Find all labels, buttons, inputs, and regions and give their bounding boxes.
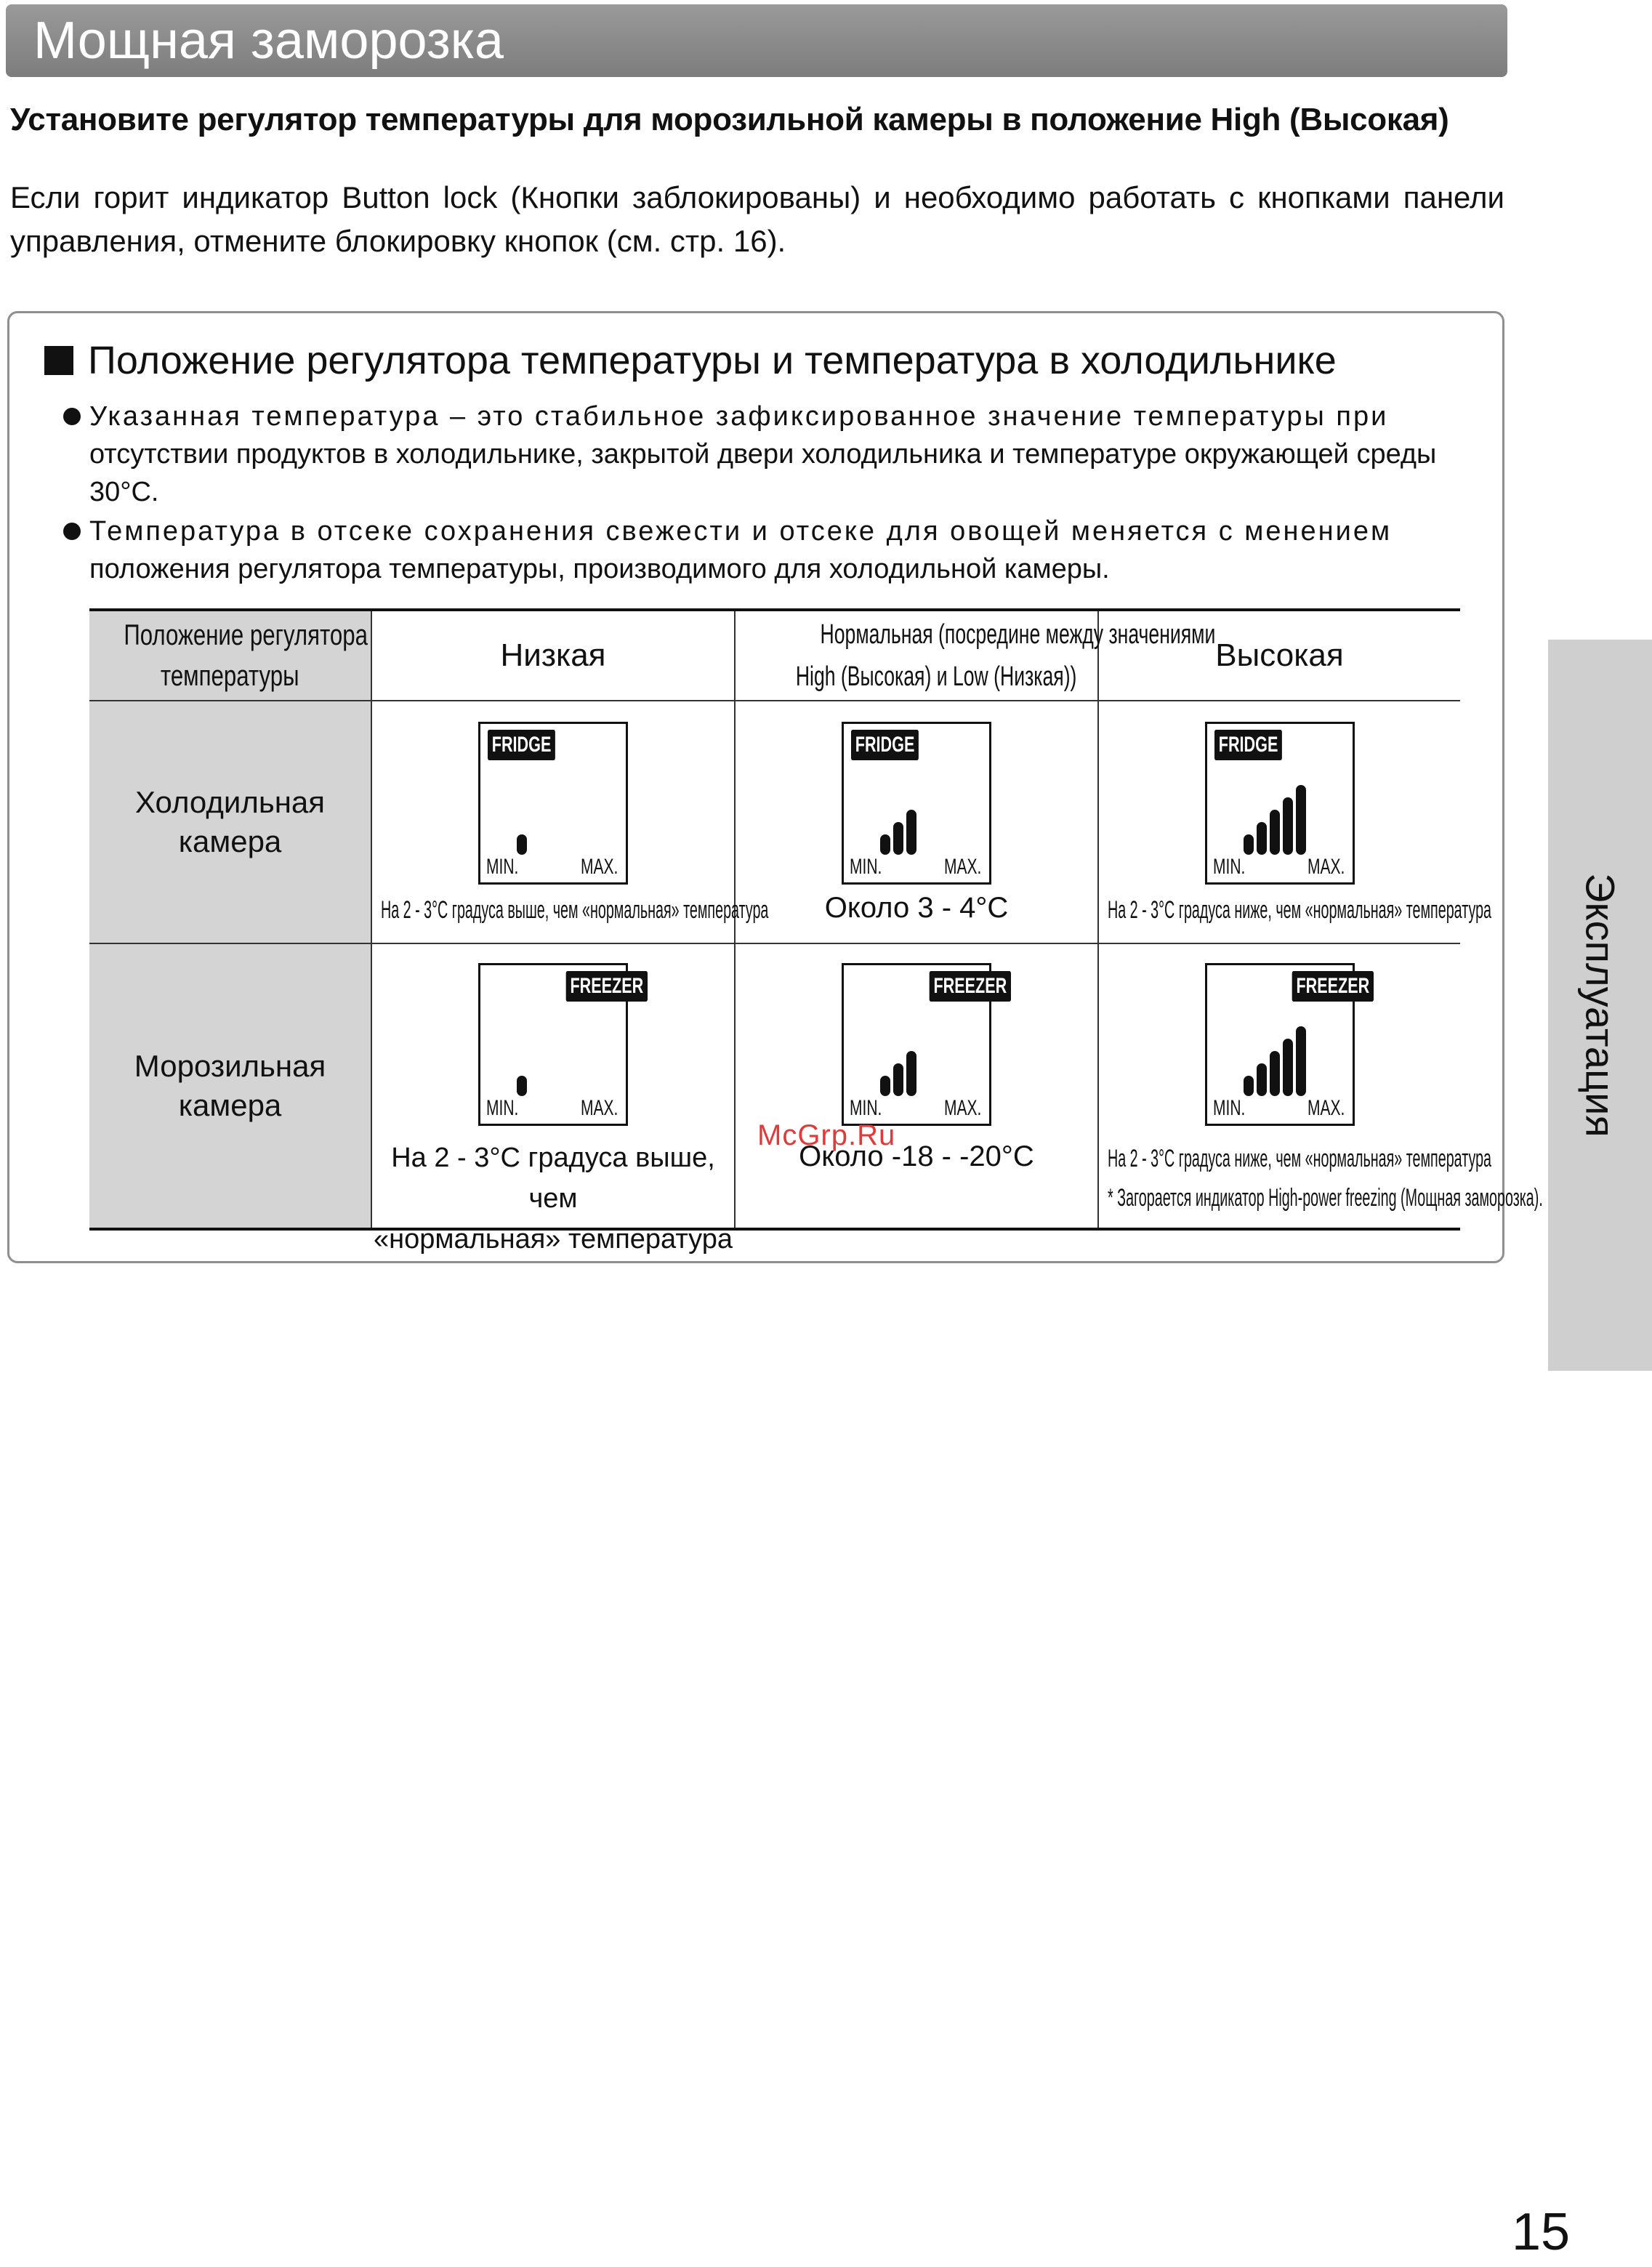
level-bar (880, 834, 890, 855)
temperature-note: На 2 - 3°C градуса ниже, чем «нормальная» температура (1108, 896, 1492, 924)
level-bar (1270, 810, 1280, 855)
cell-fridge-normal (735, 701, 1098, 943)
cell-freezer-high (1098, 943, 1543, 1229)
level-bars (517, 782, 527, 855)
freezer-display (478, 963, 644, 1126)
cell-fridge-high (1098, 701, 1492, 943)
page-title-bar (6, 4, 1507, 77)
bullet-text-first: Температура в отсеке сохранения свежести и отсеке для овощей меняется с менением (89, 516, 1393, 547)
fridge-display (1205, 722, 1355, 885)
row-label-fridge (89, 701, 371, 943)
max-label: MAX. (581, 1096, 619, 1120)
bullet-list (89, 398, 1456, 588)
box-heading (44, 338, 1337, 383)
level-bars (880, 782, 916, 855)
temperature-note: * Загорается индикатор High-power freezing (Мощная заморозка). (1108, 1184, 1543, 1212)
freezer-tag: FREEZER (1292, 971, 1374, 1002)
column-header-normal-line: High (Высокая) и Low (Низкая)) (795, 661, 1077, 692)
column-header-normal-line: Нормальная (посредине между значениями (820, 619, 1216, 650)
corner-header-cell (89, 610, 371, 701)
level-bar (906, 810, 916, 855)
row-label-line: Холодильная (134, 785, 326, 819)
level-bar (1244, 1076, 1254, 1096)
min-label: MIN. (486, 1096, 519, 1120)
section-subtitle: Установите регулятор температуры для морозильной камеры в положение High (Высокая) (10, 102, 1449, 137)
temperature-note: На 2 - 3°C градуса выше, чем «нормальная» температура (381, 896, 769, 924)
level-bar (517, 834, 527, 855)
table-row-freezer (89, 943, 1460, 1229)
freezer-tag: FREEZER (930, 971, 1011, 1002)
level-bars (1244, 1023, 1306, 1096)
fridge-tag: FRIDGE (1214, 730, 1282, 760)
bullet-text-rest: положения регулятора температуры, производимого для холодильной камеры. (89, 554, 1110, 584)
level-bar (1283, 797, 1293, 855)
level-bar (893, 1063, 903, 1096)
fridge-tag: FRIDGE (851, 730, 919, 760)
box-heading-text: Положение регулятора температуры и температура в холодильнике (88, 339, 1337, 382)
level-bar (1296, 785, 1306, 855)
column-header-high: Высокая (1098, 610, 1460, 701)
min-label: MIN. (1212, 855, 1245, 879)
cell-fridge-low (371, 701, 769, 943)
freezer-tag: FREEZER (566, 971, 648, 1002)
corner-header-line: температуры (161, 660, 299, 692)
min-label: MIN. (486, 855, 519, 879)
intro-paragraph: Если горит индикатор Button lock (Кнопки заблокированы) и необходимо работать с кнопками панели управления, отмените блокировку кнопок (см. стр. 16). (10, 180, 1504, 258)
level-bar (517, 1076, 527, 1096)
level-bar (1257, 822, 1267, 855)
bullet-item (89, 398, 1456, 511)
table-row-fridge (89, 701, 1460, 943)
level-bar (1296, 1026, 1306, 1096)
bullet-dot-icon (63, 408, 81, 425)
freezer-display (842, 963, 1007, 1126)
fridge-display (842, 722, 991, 885)
temperature-note: Около -18 - -20°C (799, 1140, 1034, 1172)
note-line: На 2 - 3°C градуса выше, чем (391, 1143, 715, 1214)
side-tab-label: Эксплуатация (1577, 873, 1623, 1137)
bullet-text-rest: отсутствии продуктов в холодильнике, закрытой двери холодильника и температуре окружающей среды 30°C. (89, 439, 1437, 507)
level-bars (517, 1023, 527, 1096)
page-number: 15 (1512, 2203, 1571, 2261)
cell-freezer-low (371, 943, 735, 1255)
fridge-tag: FRIDGE (488, 730, 555, 760)
level-bar (906, 1051, 916, 1096)
temperature-info-box (7, 311, 1543, 1263)
watermark: McGrp.Ru (757, 1119, 896, 1151)
row-label-line: камера (178, 1088, 282, 1122)
row-label-line: Морозильная (134, 1049, 326, 1083)
max-label: MAX. (1307, 855, 1345, 879)
level-bar (1257, 1063, 1267, 1096)
cell-freezer-normal (735, 943, 1098, 1229)
max-label: MAX. (944, 855, 982, 879)
min-label: MIN. (1212, 1096, 1245, 1120)
level-bar (893, 822, 903, 855)
column-header-low: Низкая (371, 610, 735, 701)
level-bar (1283, 1039, 1293, 1096)
square-bullet-icon (44, 346, 73, 375)
temperature-note (372, 1137, 734, 1260)
table-header-row (89, 610, 1460, 701)
row-label-line: камера (178, 824, 282, 858)
note-line: «нормальная» температура (373, 1224, 733, 1255)
corner-header-line: Положение регулятора (124, 619, 368, 651)
row-label-freezer (89, 943, 371, 1229)
level-bars (1244, 782, 1306, 855)
fridge-display (478, 722, 628, 885)
max-label: MAX. (581, 855, 619, 879)
level-bars (880, 1023, 916, 1096)
min-label: MIN. (850, 1096, 882, 1120)
max-label: MAX. (1307, 1096, 1345, 1120)
max-label: MAX. (944, 1096, 982, 1120)
side-tab (1548, 640, 1652, 1371)
level-bar (1244, 834, 1254, 855)
bullet-dot-icon (63, 523, 81, 540)
temperature-note: На 2 - 3°C градуса ниже, чем «нормальная» температура (1108, 1145, 1492, 1172)
level-bar (880, 1076, 890, 1096)
column-header-normal (735, 610, 1216, 701)
bullet-item (89, 512, 1456, 588)
temperature-note: Около 3 - 4°C (824, 892, 1009, 924)
level-bar (1270, 1051, 1280, 1096)
bullet-text-first: Указанная температура – это стабильное зафиксированное значение температуры при (89, 401, 1389, 432)
min-label: MIN. (850, 855, 882, 879)
freezer-display (1205, 963, 1370, 1126)
page-title: Мощная заморозка (33, 12, 504, 70)
